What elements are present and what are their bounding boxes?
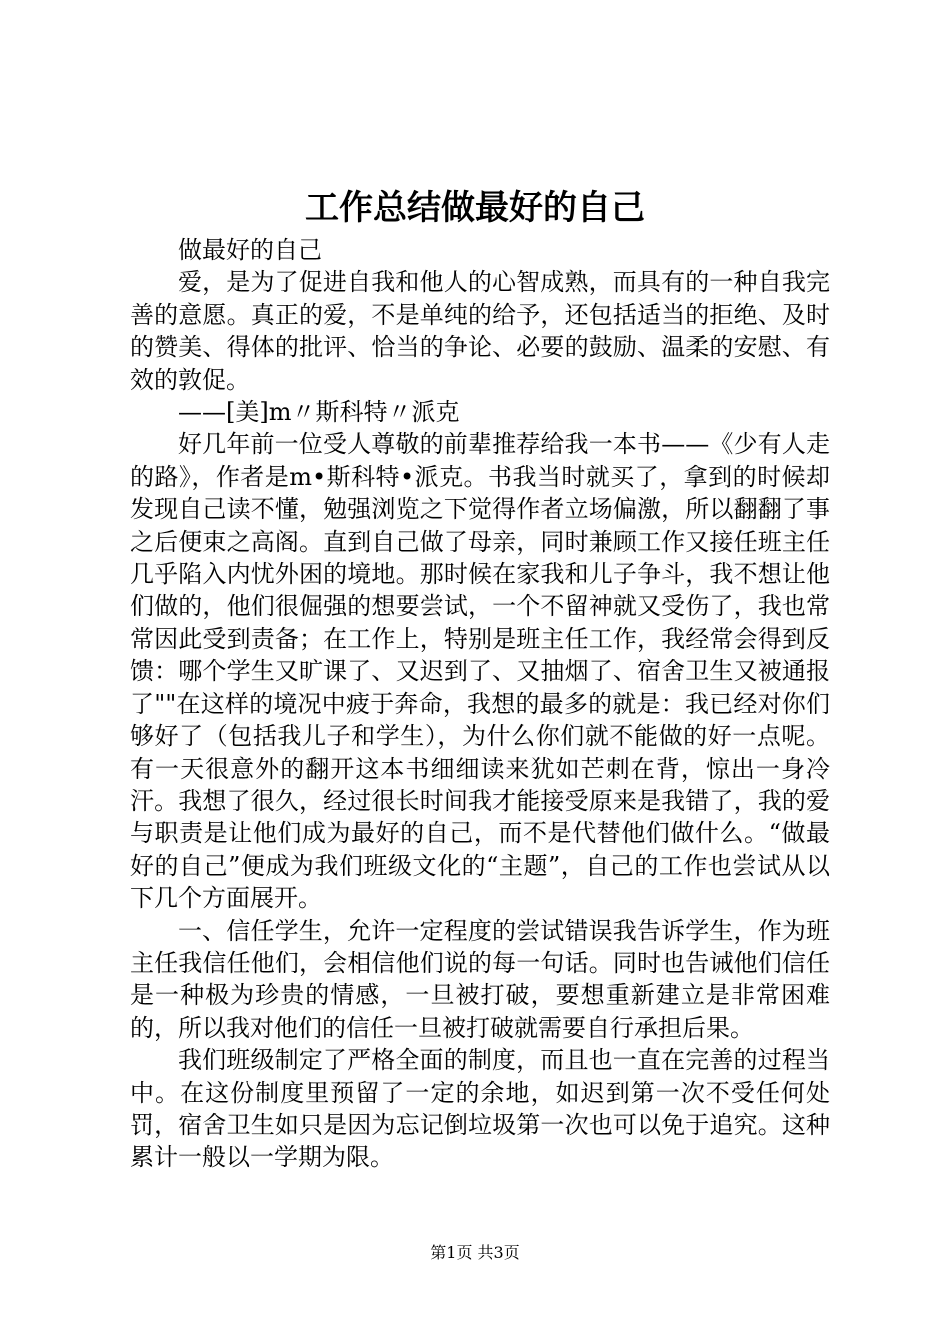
quote-paragraph: 爱，是为了促进自我和他人的心智成熟，而具有的一种自我完善的意愿。真正的爱，不是单纯的给予，还包括适当的拒绝、及时的赞美、得体的批评、恰当的争论、必要的鼓励、温柔的安慰、有效的敦促。 xyxy=(130,268,830,394)
body-paragraph: 我们班级制定了严格全面的制度，而且也一直在完善的过程当中。在这份制度里预留了一定的余地，如迟到第一次不受任何处罚，宿舍卫生如只是因为忘记倒垃圾第一次也可以免于追究。这种累计一般以一学期为限。 xyxy=(130,1046,830,1172)
document-title: 工作总结做最好的自己 xyxy=(305,188,645,228)
document-body xyxy=(130,234,830,1174)
page-number-footer: 第1页 共3页 xyxy=(430,1243,520,1262)
quote-attribution: ——[美]m〃斯科特〃派克 xyxy=(178,398,460,427)
subtitle-paragraph: 做最好的自己 xyxy=(178,236,322,264)
body-paragraph: 一、信任学生，允许一定程度的尝试错误我告诉学生，作为班主任我信任他们，会相信他们说的每一句话。同时也告诫他们信任是一种极为珍贵的情感，一旦被打破，要想重新建立是非常困难的，所以我对他们的信任一旦被打破就需要自行承担后果。 xyxy=(130,916,830,1042)
body-paragraph: 好几年前一位受人尊敬的前辈推荐给我一本书——《少有人走的路》，作者是m•斯科特•派克。书我当时就买了，拿到的时候却发现自己读不懂，勉强浏览之下觉得作者立场偏激，所以翻翻了事之后便束之高阁。直到自己做了母亲，同时兼顾工作又接任班主任几乎陷入内忧外困的境地。那时候在家我和儿子争斗，我不想让他们做的，他们很倔强的想要尝试，一个不留神就又受伤了，我也常常因此受到责备；在工作上，特别是班主任工作，我经常会得到反馈：哪个学生又旷课了、又迟到了、又抽烟了、宿舍卫生又被通报了""在这样的境况中疲于奔命，我想的最多的就是：我已经对你们够好了（包括我儿子和学生），为什么你们就不能做的好一点呢。有一天很意外的翻开这本书细细读来犹如芒刺在背，惊出一身冷汗。我想了很久，经过很长时间我才能接受原来是我错了，我的爱与职责是让他们成为最好的自己，而不是代替他们做什么。“做最好的自己”便成为我们班级文化的“主题”，自己的工作也尝试从以下几个方面展开。 xyxy=(130,430,830,913)
